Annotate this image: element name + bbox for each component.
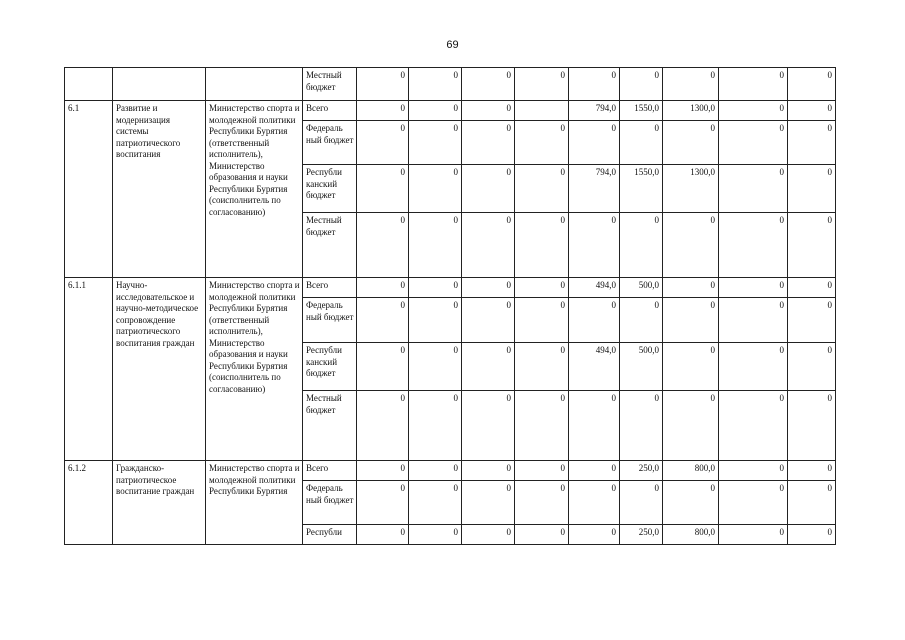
funding-source: Республи канский бюджет	[303, 165, 357, 213]
value-cell: 0	[719, 525, 788, 545]
value-cell: 250,0	[620, 461, 663, 481]
funding-source: Местный бюджет	[303, 68, 357, 101]
value-cell: 0	[515, 121, 569, 165]
value-cell: 0	[719, 298, 788, 343]
value-cell: 0	[663, 121, 719, 165]
value-cell: 0	[515, 525, 569, 545]
value-cell: 1300,0	[663, 165, 719, 213]
value-cell: 0	[788, 165, 836, 213]
value-cell: 0	[788, 343, 836, 391]
value-cell: 0	[663, 343, 719, 391]
value-cell	[515, 101, 569, 121]
value-cell: 0	[620, 121, 663, 165]
value-cell: 0	[788, 101, 836, 121]
item-executor	[206, 68, 303, 101]
value-cell: 0	[462, 343, 515, 391]
value-cell: 0	[620, 298, 663, 343]
value-cell: 0	[515, 213, 569, 278]
value-cell: 0	[620, 481, 663, 525]
value-cell: 0	[462, 481, 515, 525]
funding-source: Республи	[303, 525, 357, 545]
table-row	[65, 461, 836, 481]
value-cell: 0	[620, 391, 663, 461]
value-cell: 494,0	[569, 343, 620, 391]
value-cell: 0	[409, 391, 462, 461]
value-cell: 0	[788, 121, 836, 165]
funding-source: Республи канский бюджет	[303, 343, 357, 391]
value-cell: 0	[462, 213, 515, 278]
value-cell: 0	[788, 68, 836, 101]
value-cell: 0	[409, 101, 462, 121]
value-cell: 0	[462, 525, 515, 545]
value-cell: 0	[409, 298, 462, 343]
value-cell: 0	[357, 278, 409, 298]
value-cell: 0	[357, 391, 409, 461]
value-cell: 0	[357, 213, 409, 278]
value-cell: 0	[515, 278, 569, 298]
funding-source: Федераль ный бюджет	[303, 481, 357, 525]
value-cell: 0	[620, 68, 663, 101]
value-cell: 0	[719, 461, 788, 481]
item-executor: Министерство спорта и молодежной политики Республики Бурятия (ответственный исполнитель), Министерство образования и науки Республики Бурятия (соисполнитель по согласованию)	[206, 101, 303, 278]
funding-source: Всего	[303, 461, 357, 481]
value-cell: 0	[719, 481, 788, 525]
value-cell: 0	[515, 298, 569, 343]
value-cell: 800,0	[663, 461, 719, 481]
value-cell: 794,0	[569, 165, 620, 213]
value-cell: 0	[788, 391, 836, 461]
table-row	[65, 278, 836, 298]
value-cell: 250,0	[620, 525, 663, 545]
value-cell: 0	[515, 461, 569, 481]
value-cell: 800,0	[663, 525, 719, 545]
funding-source: Федераль ный бюджет	[303, 121, 357, 165]
value-cell: 0	[357, 343, 409, 391]
value-cell: 500,0	[620, 343, 663, 391]
value-cell: 0	[462, 391, 515, 461]
item-title: Научно-исследовательское и научно-методическое сопровождение патриотического воспитания граждан	[113, 278, 206, 461]
funding-source: Федераль ный бюджет	[303, 298, 357, 343]
value-cell: 0	[719, 121, 788, 165]
value-cell: 0	[357, 165, 409, 213]
value-cell: 0	[462, 165, 515, 213]
value-cell: 0	[663, 68, 719, 101]
budget-table	[64, 67, 836, 545]
page-number: 69	[446, 39, 459, 51]
value-cell: 0	[409, 343, 462, 391]
value-cell: 0	[462, 101, 515, 121]
value-cell: 0	[462, 121, 515, 165]
value-cell: 0	[663, 391, 719, 461]
value-cell: 0	[788, 461, 836, 481]
value-cell: 0	[788, 525, 836, 545]
item-code: 6.1.2	[65, 461, 113, 545]
value-cell: 0	[620, 213, 663, 278]
value-cell: 1550,0	[620, 101, 663, 121]
item-title: Развитие и модернизация системы патриотического воспитания	[113, 101, 206, 278]
value-cell: 0	[462, 298, 515, 343]
value-cell: 0	[569, 298, 620, 343]
value-cell: 0	[663, 213, 719, 278]
value-cell: 0	[462, 461, 515, 481]
item-code	[65, 68, 113, 101]
value-cell: 0	[357, 68, 409, 101]
value-cell: 0	[515, 68, 569, 101]
value-cell: 0	[357, 525, 409, 545]
value-cell: 0	[515, 481, 569, 525]
funding-source: Всего	[303, 278, 357, 298]
value-cell: 0	[788, 298, 836, 343]
value-cell: 494,0	[569, 278, 620, 298]
item-code: 6.1	[65, 101, 113, 278]
value-cell: 0	[569, 525, 620, 545]
item-code: 6.1.1	[65, 278, 113, 461]
value-cell: 794,0	[569, 101, 620, 121]
value-cell: 0	[663, 481, 719, 525]
value-cell: 0	[663, 278, 719, 298]
value-cell: 0	[569, 121, 620, 165]
value-cell: 0	[409, 525, 462, 545]
value-cell: 0	[515, 391, 569, 461]
value-cell: 0	[357, 101, 409, 121]
item-executor: Министерство спорта и молодежной политики Республики Бурятия (ответственный исполнитель), Министерство образования и науки Республики Бурятия (соисполнитель по согласованию)	[206, 278, 303, 461]
value-cell: 0	[409, 481, 462, 525]
value-cell: 0	[409, 461, 462, 481]
value-cell: 0	[788, 481, 836, 525]
funding-source: Местный бюджет	[303, 213, 357, 278]
value-cell: 0	[515, 165, 569, 213]
value-cell: 0	[409, 278, 462, 298]
value-cell: 0	[719, 68, 788, 101]
value-cell: 0	[462, 278, 515, 298]
funding-source: Всего	[303, 101, 357, 121]
value-cell: 0	[788, 278, 836, 298]
value-cell: 0	[569, 68, 620, 101]
item-title	[113, 68, 206, 101]
value-cell: 0	[719, 343, 788, 391]
value-cell: 0	[719, 391, 788, 461]
value-cell: 0	[719, 278, 788, 298]
value-cell: 0	[719, 101, 788, 121]
value-cell: 0	[357, 461, 409, 481]
value-cell: 0	[409, 213, 462, 278]
value-cell: 0	[409, 68, 462, 101]
funding-source: Местный бюджет	[303, 391, 357, 461]
value-cell: 0	[663, 298, 719, 343]
value-cell: 0	[719, 165, 788, 213]
value-cell: 1300,0	[663, 101, 719, 121]
value-cell: 0	[357, 121, 409, 165]
value-cell: 1550,0	[620, 165, 663, 213]
table-row	[65, 101, 836, 121]
table-row	[65, 68, 836, 101]
value-cell: 500,0	[620, 278, 663, 298]
value-cell: 0	[569, 391, 620, 461]
value-cell: 0	[788, 213, 836, 278]
item-executor: Министерство спорта и молодежной политики Республики Бурятия	[206, 461, 303, 545]
value-cell: 0	[719, 213, 788, 278]
item-title: Гражданско-патриотическое воспитание граждан	[113, 461, 206, 545]
value-cell: 0	[569, 461, 620, 481]
value-cell: 0	[357, 298, 409, 343]
value-cell: 0	[515, 343, 569, 391]
value-cell: 0	[409, 165, 462, 213]
value-cell: 0	[462, 68, 515, 101]
value-cell: 0	[569, 481, 620, 525]
value-cell: 0	[409, 121, 462, 165]
value-cell: 0	[569, 213, 620, 278]
value-cell: 0	[357, 481, 409, 525]
